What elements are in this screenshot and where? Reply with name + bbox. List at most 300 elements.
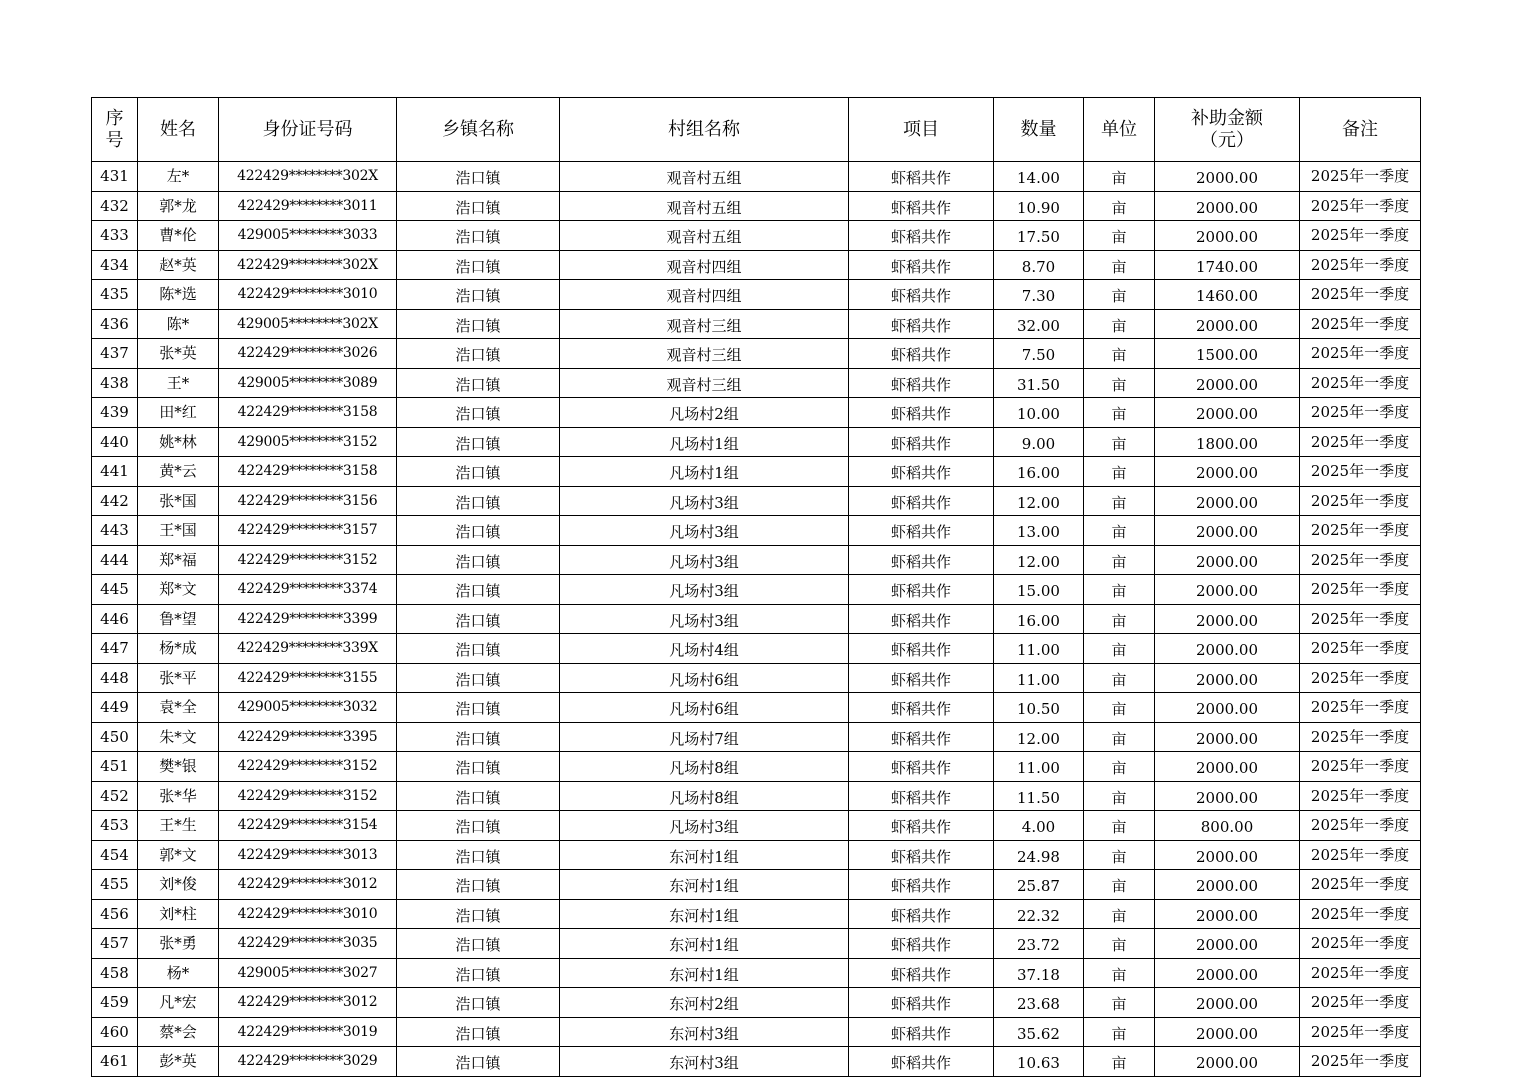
cell-project: 虾稻共作 [849, 427, 994, 457]
cell-seq: 435 [92, 280, 138, 310]
cell-town: 浩口镇 [397, 398, 560, 428]
cell-seq: 454 [92, 840, 138, 870]
cell-name: 郭*文 [138, 840, 219, 870]
cell-note: 2025年一季度 [1300, 752, 1421, 782]
header-village: 村组名称 [560, 98, 849, 162]
cell-note: 2025年一季度 [1300, 1047, 1421, 1077]
cell-name: 黄*云 [138, 457, 219, 487]
cell-note: 2025年一季度 [1300, 870, 1421, 900]
cell-project: 虾稻共作 [849, 722, 994, 752]
cell-note: 2025年一季度 [1300, 398, 1421, 428]
cell-quantity: 35.62 [994, 1017, 1084, 1047]
cell-seq: 433 [92, 221, 138, 251]
cell-town: 浩口镇 [397, 870, 560, 900]
table-row [92, 958, 1421, 988]
cell-project: 虾稻共作 [849, 752, 994, 782]
cell-amount: 2000.00 [1155, 899, 1300, 929]
cell-note: 2025年一季度 [1300, 221, 1421, 251]
cell-note: 2025年一季度 [1300, 958, 1421, 988]
cell-project: 虾稻共作 [849, 870, 994, 900]
cell-quantity: 14.00 [994, 162, 1084, 192]
cell-unit: 亩 [1084, 634, 1155, 664]
cell-town: 浩口镇 [397, 516, 560, 546]
cell-project: 虾稻共作 [849, 781, 994, 811]
cell-village: 观音村四组 [560, 250, 849, 280]
cell-unit: 亩 [1084, 427, 1155, 457]
table-row [92, 191, 1421, 221]
table-row [92, 811, 1421, 841]
cell-quantity: 11.00 [994, 634, 1084, 664]
cell-seq: 440 [92, 427, 138, 457]
cell-id-number: 422429********3026 [219, 339, 397, 369]
cell-unit: 亩 [1084, 1047, 1155, 1077]
table-row [92, 899, 1421, 929]
cell-name: 郑*文 [138, 575, 219, 605]
cell-note: 2025年一季度 [1300, 693, 1421, 723]
subsidy-table-sheet [91, 97, 1421, 1077]
table-row [92, 545, 1421, 575]
cell-id-number: 422429********3012 [219, 870, 397, 900]
cell-village: 东河村2组 [560, 988, 849, 1018]
table-header-row [92, 98, 1421, 162]
cell-unit: 亩 [1084, 280, 1155, 310]
cell-amount: 2000.00 [1155, 486, 1300, 516]
cell-note: 2025年一季度 [1300, 811, 1421, 841]
cell-project: 虾稻共作 [849, 191, 994, 221]
cell-seq: 452 [92, 781, 138, 811]
cell-project: 虾稻共作 [849, 929, 994, 959]
cell-quantity: 16.00 [994, 604, 1084, 634]
cell-project: 虾稻共作 [849, 899, 994, 929]
cell-unit: 亩 [1084, 457, 1155, 487]
cell-unit: 亩 [1084, 958, 1155, 988]
table-row [92, 221, 1421, 251]
cell-town: 浩口镇 [397, 191, 560, 221]
cell-village: 观音村五组 [560, 191, 849, 221]
cell-amount: 2000.00 [1155, 1017, 1300, 1047]
cell-quantity: 8.70 [994, 250, 1084, 280]
cell-seq: 453 [92, 811, 138, 841]
cell-quantity: 23.68 [994, 988, 1084, 1018]
cell-note: 2025年一季度 [1300, 840, 1421, 870]
cell-seq: 457 [92, 929, 138, 959]
cell-village: 凡场村4组 [560, 634, 849, 664]
cell-amount: 2000.00 [1155, 663, 1300, 693]
cell-town: 浩口镇 [397, 457, 560, 487]
cell-village: 观音村四组 [560, 280, 849, 310]
table-row [92, 634, 1421, 664]
cell-unit: 亩 [1084, 191, 1155, 221]
header-unit: 单位 [1084, 98, 1155, 162]
header-note: 备注 [1300, 98, 1421, 162]
cell-name: 樊*银 [138, 752, 219, 782]
cell-amount: 2000.00 [1155, 398, 1300, 428]
cell-unit: 亩 [1084, 162, 1155, 192]
cell-id-number: 422429********3395 [219, 722, 397, 752]
header-amount: 补助金额 （元） [1155, 98, 1300, 162]
cell-id-number: 422429********3029 [219, 1047, 397, 1077]
cell-id-number: 422429********3011 [219, 191, 397, 221]
cell-quantity: 9.00 [994, 427, 1084, 457]
cell-village: 观音村五组 [560, 221, 849, 251]
cell-seq: 444 [92, 545, 138, 575]
cell-note: 2025年一季度 [1300, 929, 1421, 959]
cell-amount: 1500.00 [1155, 339, 1300, 369]
cell-amount: 2000.00 [1155, 781, 1300, 811]
cell-amount: 1740.00 [1155, 250, 1300, 280]
table-row [92, 1017, 1421, 1047]
subsidy-table [91, 97, 1421, 1077]
cell-id-number: 422429********3152 [219, 781, 397, 811]
cell-village: 东河村1组 [560, 840, 849, 870]
cell-note: 2025年一季度 [1300, 988, 1421, 1018]
cell-amount: 2000.00 [1155, 516, 1300, 546]
cell-id-number: 429005********3032 [219, 693, 397, 723]
cell-seq: 448 [92, 663, 138, 693]
cell-amount: 2000.00 [1155, 722, 1300, 752]
cell-id-number: 422429********3374 [219, 575, 397, 605]
cell-amount: 1800.00 [1155, 427, 1300, 457]
cell-village: 东河村3组 [560, 1047, 849, 1077]
cell-note: 2025年一季度 [1300, 280, 1421, 310]
cell-note: 2025年一季度 [1300, 781, 1421, 811]
cell-id-number: 422429********3155 [219, 663, 397, 693]
cell-town: 浩口镇 [397, 811, 560, 841]
cell-name: 张*勇 [138, 929, 219, 959]
cell-town: 浩口镇 [397, 162, 560, 192]
cell-quantity: 4.00 [994, 811, 1084, 841]
cell-town: 浩口镇 [397, 545, 560, 575]
cell-project: 虾稻共作 [849, 398, 994, 428]
table-row [92, 339, 1421, 369]
cell-village: 凡场村3组 [560, 516, 849, 546]
header-seq: 序 号 [92, 98, 138, 162]
cell-town: 浩口镇 [397, 693, 560, 723]
cell-name: 刘*俊 [138, 870, 219, 900]
cell-town: 浩口镇 [397, 781, 560, 811]
cell-project: 虾稻共作 [849, 250, 994, 280]
cell-town: 浩口镇 [397, 752, 560, 782]
cell-seq: 434 [92, 250, 138, 280]
cell-project: 虾稻共作 [849, 280, 994, 310]
cell-quantity: 15.00 [994, 575, 1084, 605]
cell-quantity: 22.32 [994, 899, 1084, 929]
cell-village: 观音村五组 [560, 162, 849, 192]
cell-id-number: 429005********3152 [219, 427, 397, 457]
cell-town: 浩口镇 [397, 663, 560, 693]
cell-seq: 451 [92, 752, 138, 782]
cell-note: 2025年一季度 [1300, 575, 1421, 605]
cell-town: 浩口镇 [397, 575, 560, 605]
cell-town: 浩口镇 [397, 339, 560, 369]
cell-village: 凡场村1组 [560, 457, 849, 487]
cell-quantity: 10.50 [994, 693, 1084, 723]
cell-name: 王*国 [138, 516, 219, 546]
cell-name: 郭*龙 [138, 191, 219, 221]
table-row [92, 575, 1421, 605]
cell-project: 虾稻共作 [849, 309, 994, 339]
cell-unit: 亩 [1084, 545, 1155, 575]
cell-seq: 441 [92, 457, 138, 487]
cell-project: 虾稻共作 [849, 988, 994, 1018]
cell-amount: 2000.00 [1155, 870, 1300, 900]
cell-name: 刘*柱 [138, 899, 219, 929]
cell-unit: 亩 [1084, 752, 1155, 782]
cell-project: 虾稻共作 [849, 162, 994, 192]
cell-village: 东河村1组 [560, 958, 849, 988]
cell-seq: 442 [92, 486, 138, 516]
cell-note: 2025年一季度 [1300, 250, 1421, 280]
cell-quantity: 17.50 [994, 221, 1084, 251]
cell-project: 虾稻共作 [849, 516, 994, 546]
cell-town: 浩口镇 [397, 309, 560, 339]
cell-name: 朱*文 [138, 722, 219, 752]
cell-unit: 亩 [1084, 988, 1155, 1018]
cell-id-number: 422429********3010 [219, 280, 397, 310]
cell-quantity: 10.63 [994, 1047, 1084, 1077]
cell-note: 2025年一季度 [1300, 722, 1421, 752]
cell-quantity: 37.18 [994, 958, 1084, 988]
cell-town: 浩口镇 [397, 221, 560, 251]
cell-quantity: 11.00 [994, 752, 1084, 782]
cell-village: 东河村1组 [560, 870, 849, 900]
cell-name: 陈* [138, 309, 219, 339]
cell-unit: 亩 [1084, 722, 1155, 752]
cell-note: 2025年一季度 [1300, 457, 1421, 487]
cell-seq: 431 [92, 162, 138, 192]
cell-note: 2025年一季度 [1300, 604, 1421, 634]
table-row [92, 309, 1421, 339]
header-name: 姓名 [138, 98, 219, 162]
cell-seq: 447 [92, 634, 138, 664]
cell-village: 凡场村3组 [560, 575, 849, 605]
cell-name: 郑*福 [138, 545, 219, 575]
cell-village: 凡场村6组 [560, 663, 849, 693]
cell-unit: 亩 [1084, 604, 1155, 634]
cell-amount: 2000.00 [1155, 545, 1300, 575]
cell-id-number: 422429********3154 [219, 811, 397, 841]
cell-amount: 2000.00 [1155, 575, 1300, 605]
cell-amount: 2000.00 [1155, 929, 1300, 959]
header-project: 项目 [849, 98, 994, 162]
cell-note: 2025年一季度 [1300, 899, 1421, 929]
cell-quantity: 7.30 [994, 280, 1084, 310]
cell-amount: 2000.00 [1155, 1047, 1300, 1077]
cell-id-number: 429005********3027 [219, 958, 397, 988]
cell-note: 2025年一季度 [1300, 634, 1421, 664]
cell-amount: 2000.00 [1155, 604, 1300, 634]
table-row [92, 693, 1421, 723]
table-row [92, 486, 1421, 516]
cell-name: 赵*英 [138, 250, 219, 280]
cell-project: 虾稻共作 [849, 811, 994, 841]
cell-town: 浩口镇 [397, 958, 560, 988]
cell-id-number: 429005********302X [219, 309, 397, 339]
cell-town: 浩口镇 [397, 280, 560, 310]
cell-town: 浩口镇 [397, 1017, 560, 1047]
cell-name: 田*红 [138, 398, 219, 428]
cell-seq: 432 [92, 191, 138, 221]
cell-unit: 亩 [1084, 398, 1155, 428]
cell-seq: 437 [92, 339, 138, 369]
cell-name: 张*英 [138, 339, 219, 369]
cell-id-number: 422429********339X [219, 634, 397, 664]
cell-id-number: 422429********3157 [219, 516, 397, 546]
cell-seq: 436 [92, 309, 138, 339]
cell-note: 2025年一季度 [1300, 1017, 1421, 1047]
cell-seq: 456 [92, 899, 138, 929]
cell-village: 凡场村8组 [560, 781, 849, 811]
cell-unit: 亩 [1084, 486, 1155, 516]
cell-town: 浩口镇 [397, 427, 560, 457]
cell-name: 鲁*望 [138, 604, 219, 634]
cell-village: 凡场村3组 [560, 604, 849, 634]
cell-project: 虾稻共作 [849, 663, 994, 693]
table-row [92, 398, 1421, 428]
cell-note: 2025年一季度 [1300, 162, 1421, 192]
cell-town: 浩口镇 [397, 368, 560, 398]
cell-quantity: 10.00 [994, 398, 1084, 428]
cell-id-number: 422429********3019 [219, 1017, 397, 1047]
cell-town: 浩口镇 [397, 250, 560, 280]
cell-amount: 2000.00 [1155, 191, 1300, 221]
cell-unit: 亩 [1084, 309, 1155, 339]
cell-quantity: 16.00 [994, 457, 1084, 487]
cell-amount: 2000.00 [1155, 693, 1300, 723]
cell-amount: 2000.00 [1155, 221, 1300, 251]
table-body [92, 162, 1421, 1077]
cell-id-number: 422429********3156 [219, 486, 397, 516]
cell-seq: 443 [92, 516, 138, 546]
table-row [92, 427, 1421, 457]
table-row [92, 929, 1421, 959]
cell-village: 凡场村3组 [560, 545, 849, 575]
header-town: 乡镇名称 [397, 98, 560, 162]
cell-project: 虾稻共作 [849, 634, 994, 664]
table-row [92, 752, 1421, 782]
cell-id-number: 422429********3399 [219, 604, 397, 634]
cell-name: 王*生 [138, 811, 219, 841]
cell-name: 张*平 [138, 663, 219, 693]
cell-village: 凡场村8组 [560, 752, 849, 782]
cell-id-number: 422429********302X [219, 250, 397, 280]
cell-project: 虾稻共作 [849, 1047, 994, 1077]
cell-unit: 亩 [1084, 221, 1155, 251]
header-quantity: 数量 [994, 98, 1084, 162]
cell-seq: 450 [92, 722, 138, 752]
table-row [92, 280, 1421, 310]
cell-seq: 438 [92, 368, 138, 398]
cell-name: 姚*林 [138, 427, 219, 457]
cell-village: 凡场村1组 [560, 427, 849, 457]
cell-name: 凡*宏 [138, 988, 219, 1018]
cell-seq: 459 [92, 988, 138, 1018]
cell-quantity: 23.72 [994, 929, 1084, 959]
cell-id-number: 422429********3013 [219, 840, 397, 870]
cell-village: 东河村3组 [560, 1017, 849, 1047]
cell-amount: 2000.00 [1155, 368, 1300, 398]
cell-unit: 亩 [1084, 1017, 1155, 1047]
cell-village: 凡场村6组 [560, 693, 849, 723]
table-row [92, 870, 1421, 900]
cell-name: 张*华 [138, 781, 219, 811]
table-row [92, 663, 1421, 693]
header-id-number: 身份证号码 [219, 98, 397, 162]
cell-note: 2025年一季度 [1300, 427, 1421, 457]
table-row [92, 162, 1421, 192]
cell-village: 凡场村2组 [560, 398, 849, 428]
cell-project: 虾稻共作 [849, 693, 994, 723]
cell-village: 观音村三组 [560, 339, 849, 369]
cell-unit: 亩 [1084, 516, 1155, 546]
cell-quantity: 7.50 [994, 339, 1084, 369]
cell-id-number: 429005********3033 [219, 221, 397, 251]
cell-id-number: 422429********3158 [219, 398, 397, 428]
cell-town: 浩口镇 [397, 840, 560, 870]
cell-quantity: 31.50 [994, 368, 1084, 398]
cell-quantity: 10.90 [994, 191, 1084, 221]
cell-unit: 亩 [1084, 663, 1155, 693]
cell-unit: 亩 [1084, 368, 1155, 398]
cell-town: 浩口镇 [397, 634, 560, 664]
cell-name: 彭*英 [138, 1047, 219, 1077]
cell-quantity: 32.00 [994, 309, 1084, 339]
cell-name: 蔡*会 [138, 1017, 219, 1047]
cell-seq: 458 [92, 958, 138, 988]
cell-village: 凡场村3组 [560, 811, 849, 841]
cell-name: 陈*选 [138, 280, 219, 310]
cell-note: 2025年一季度 [1300, 191, 1421, 221]
cell-unit: 亩 [1084, 870, 1155, 900]
cell-project: 虾稻共作 [849, 575, 994, 605]
cell-unit: 亩 [1084, 840, 1155, 870]
cell-id-number: 422429********3012 [219, 988, 397, 1018]
cell-name: 曹*伦 [138, 221, 219, 251]
table-row [92, 1047, 1421, 1077]
cell-note: 2025年一季度 [1300, 309, 1421, 339]
cell-project: 虾稻共作 [849, 840, 994, 870]
table-row [92, 840, 1421, 870]
cell-town: 浩口镇 [397, 1047, 560, 1077]
cell-amount: 2000.00 [1155, 309, 1300, 339]
cell-quantity: 11.50 [994, 781, 1084, 811]
cell-project: 虾稻共作 [849, 958, 994, 988]
cell-seq: 449 [92, 693, 138, 723]
cell-unit: 亩 [1084, 575, 1155, 605]
cell-name: 杨* [138, 958, 219, 988]
table-row [92, 781, 1421, 811]
cell-id-number: 422429********3010 [219, 899, 397, 929]
cell-quantity: 12.00 [994, 722, 1084, 752]
cell-seq: 455 [92, 870, 138, 900]
cell-quantity: 25.87 [994, 870, 1084, 900]
cell-project: 虾稻共作 [849, 604, 994, 634]
cell-amount: 2000.00 [1155, 840, 1300, 870]
cell-quantity: 11.00 [994, 663, 1084, 693]
cell-unit: 亩 [1084, 929, 1155, 959]
table-row [92, 722, 1421, 752]
cell-id-number: 429005********3089 [219, 368, 397, 398]
cell-village: 凡场村7组 [560, 722, 849, 752]
cell-quantity: 12.00 [994, 486, 1084, 516]
cell-project: 虾稻共作 [849, 1017, 994, 1047]
table-row [92, 457, 1421, 487]
cell-unit: 亩 [1084, 781, 1155, 811]
cell-project: 虾稻共作 [849, 486, 994, 516]
cell-id-number: 422429********302X [219, 162, 397, 192]
cell-amount: 2000.00 [1155, 752, 1300, 782]
cell-note: 2025年一季度 [1300, 339, 1421, 369]
